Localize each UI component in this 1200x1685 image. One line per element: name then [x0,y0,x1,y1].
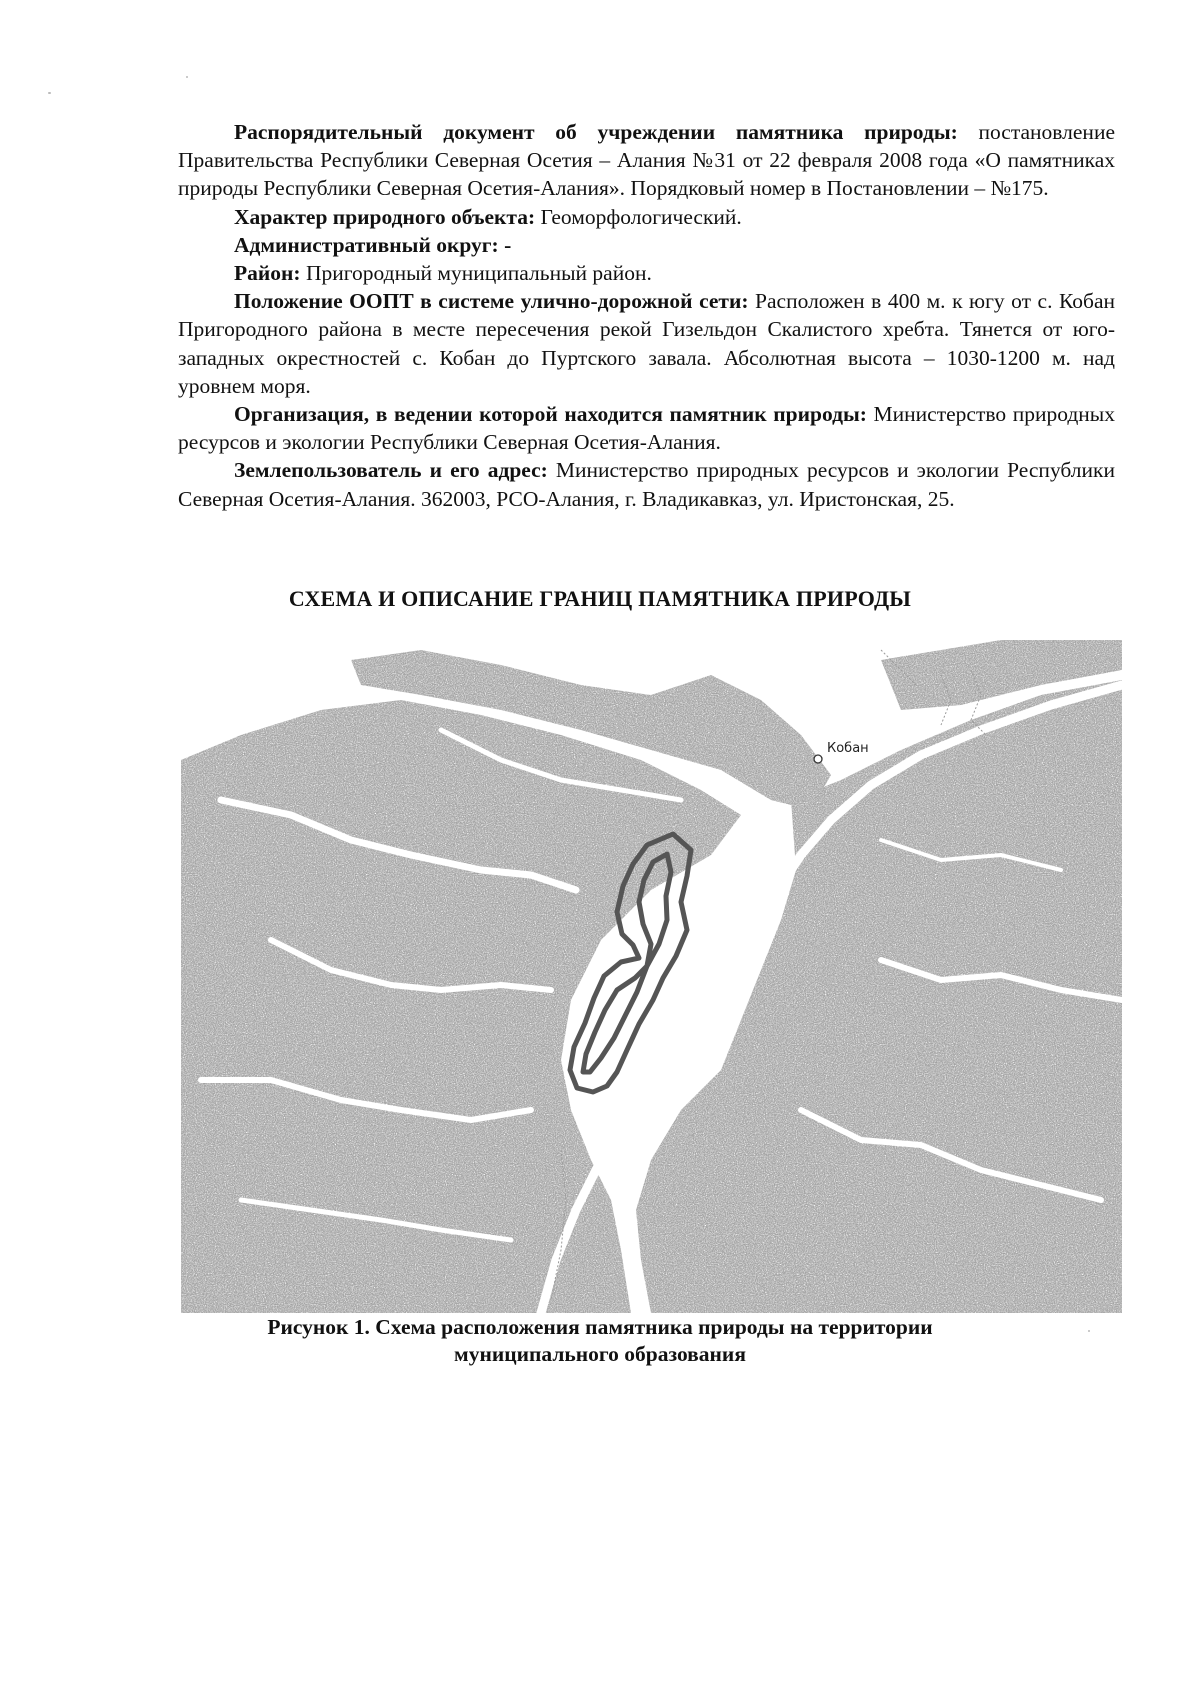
paragraph-object-type [178,203,1115,231]
caption-line-1: Рисунок 1. Схема расположения памятника природы на территории [267,1315,933,1339]
scan-speck [186,76,188,78]
admin-district-label: Административный округ: - [234,232,512,257]
village-label: Кобан [827,741,869,756]
paragraph-land-user [178,456,1115,512]
land-user-label: Землепользователь и его адрес: [234,458,548,483]
village-marker-icon [814,755,822,763]
document-body [178,118,1115,513]
location-label: Положение ООПТ в системе улично-дорожной сети: [234,289,749,314]
decree-text: постановление Правительства Республики Северная Осетия – Алания №31 от 22 февраля 2008 года «О памятниках природы Республики Северная Осетия-Алания». Порядковый номер в Постановлении – №175. [178,120,1115,201]
land-user-text: Министерство природных ресурсов и экологии Республики Северная Осетия-Алания. 362003, РСО-Алания, г. Владикавказ, ул. Иристонская, 25. [178,458,1115,511]
scan-speck [1088,1330,1090,1332]
organization-label: Организация, в ведении которой находится памятник природы: [234,402,867,427]
paragraph-organization [178,400,1115,456]
object-type-text: Геоморфологический. [535,204,742,229]
decree-label: Распорядительный документ об учреждении памятника природы: [234,120,958,144]
paragraph-admin-district [178,231,1115,259]
paragraph-region [178,259,1115,287]
figure-caption [0,1314,1200,1368]
location-text: Расположен в 400 м. к югу от с. Кобан Пригородного района в месте пересечения рекой Гизельдон Скалистого хребта. Тянется от юго-западных окрестностей с. Кобан до Пуртского завала. Абсолютная высота – 1030-1200 м. над уровнем моря. [178,289,1115,398]
scan-speck [48,92,51,94]
region-label: Район: [234,261,301,286]
organization-text: Министерство природных ресурсов и экологии Республики Северная Осетия-Алания. [178,402,1116,455]
object-type-label: Характер природного объекта: [234,204,536,229]
region-text: Пригородный муниципальный район. [300,261,652,286]
map-svg [181,640,1122,1313]
caption-line-2: муниципального образования [454,1342,746,1366]
paragraph-location [178,287,1115,400]
paragraph-decree [178,118,1115,203]
boundary-map [181,640,1122,1313]
section-title: СХЕМА И ОПИСАНИЕ ГРАНИЦ ПАМЯТНИКА ПРИРОДЫ [288,586,912,611]
